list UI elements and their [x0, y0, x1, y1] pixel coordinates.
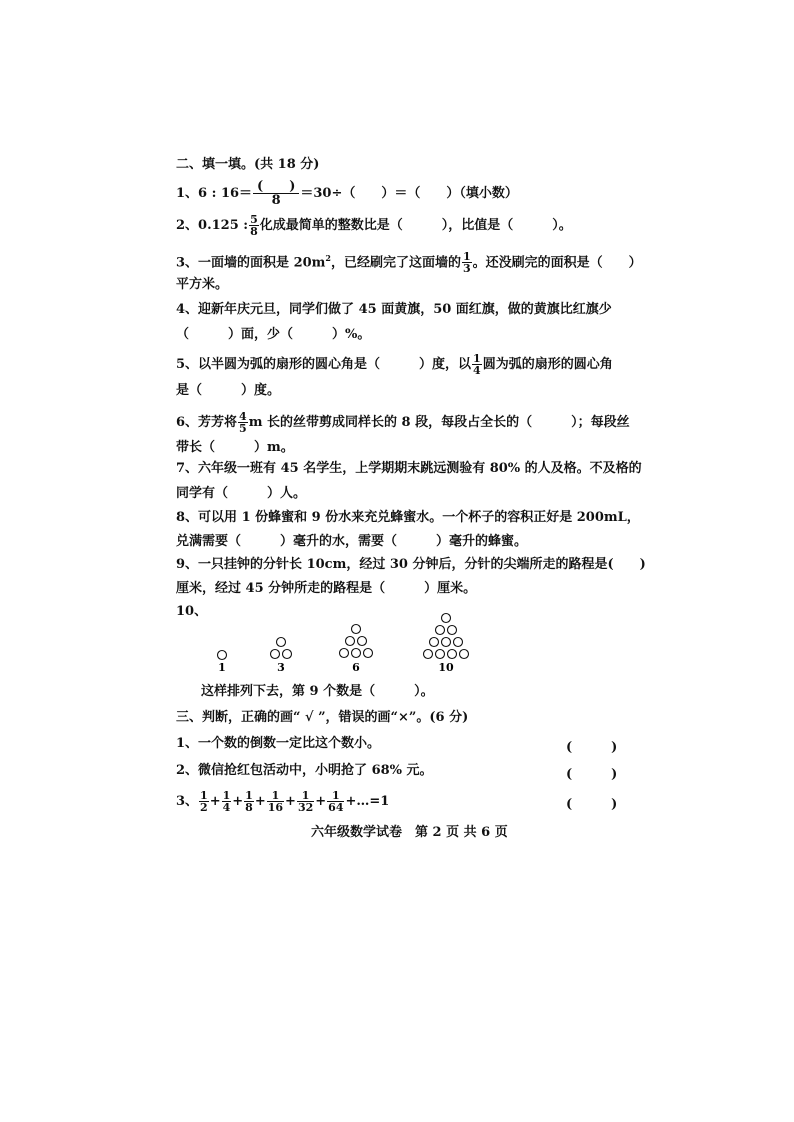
q3-text-c: 。还没刷完的面积是（ ）	[472, 255, 642, 271]
series-tail: +…=1	[345, 794, 390, 809]
q6-text-a: 6、芳芳将	[176, 415, 238, 430]
q6-fraction	[238, 411, 248, 434]
question-9-line-2: 厘米，经过 45 分钟所走的路程是（ ）厘米。	[176, 581, 477, 596]
dot	[346, 637, 355, 646]
series-fraction-denominator: 32	[297, 801, 314, 814]
dot	[271, 650, 280, 659]
q2-fraction	[249, 214, 259, 237]
question-5	[176, 353, 613, 376]
question-8-line-2: 兑满需要（ ）毫升的水，需要（ ）毫升的蜂蜜。	[176, 534, 528, 549]
question-5-line-2: 是（ ）度。	[176, 383, 281, 398]
q5-fraction-numerator: 1	[473, 352, 481, 365]
fraction-series	[198, 789, 345, 814]
series-fraction-numerator: 1	[245, 789, 253, 802]
plus-sign: +	[315, 794, 327, 809]
question-6-line-2: 带长（ ）m。	[176, 440, 294, 455]
question-6	[176, 411, 630, 434]
series-fraction-denominator: 8	[245, 801, 253, 814]
series-fraction-numerator: 1	[222, 789, 231, 802]
q3-text-b: ，已经刷完了这面墙的	[331, 255, 462, 271]
dot	[430, 638, 439, 647]
question-9: 9、一只挂钟的分针长 10cm，经过 30 分钟后，分针的尖端所走的路程是( )	[176, 557, 646, 572]
q3-text-a: 3、一面墙的面积是 20m	[176, 255, 326, 271]
series-fraction-denominator: 2	[200, 801, 208, 814]
dot	[448, 650, 457, 659]
series-fraction-numerator: 1	[327, 790, 344, 802]
count-label: 6	[352, 661, 360, 674]
question-1	[176, 180, 518, 207]
section-2-title: 二、填一填。(共 18 分)	[176, 157, 320, 172]
series-fraction-numerator: 1	[200, 789, 208, 802]
series-fraction-denominator: 16	[267, 801, 284, 814]
q2-fraction-numerator: 5	[250, 213, 258, 226]
question-7: 7、六年级一班有 45 名学生，上学期期末跳远测验有 80% 的人及格。不及格的	[176, 461, 642, 476]
question-10-label: 10、	[176, 604, 208, 619]
series-fraction	[222, 790, 232, 813]
dot-triangle-figure	[200, 608, 490, 678]
series-fraction	[199, 790, 209, 813]
judge-item-3-blank[interactable]: ( )	[566, 797, 618, 812]
q5-text-a: 5、以半圆为弧的扇形的圆心角是（ ）度，以	[176, 357, 472, 372]
count-label: 1	[218, 661, 226, 674]
dot	[218, 651, 227, 660]
q1-text-b: ＝30÷（ ）＝（ ）（填小数）	[300, 186, 518, 201]
dot	[358, 637, 367, 646]
page-footer: 六年级数学试卷 第 2 页 共 6 页	[311, 825, 508, 840]
count-label: 3	[277, 661, 285, 674]
q6-fraction-numerator: 4	[239, 410, 247, 423]
dot	[448, 626, 457, 635]
question-7-line-2: 同学有（ ）人。	[176, 486, 307, 501]
q1-text-a: 1、6 : 16＝	[176, 186, 253, 201]
q1-fraction	[253, 180, 299, 207]
question-2	[176, 214, 572, 237]
judge-item-2-blank[interactable]: ( )	[566, 767, 618, 782]
series-fraction	[297, 790, 314, 813]
judge-item-3	[176, 790, 389, 813]
q1-fraction-numerator: ( )	[253, 180, 299, 194]
q3-fraction	[462, 251, 472, 274]
series-fraction	[327, 790, 344, 813]
question-4-line-2: （ ）面，少（ ）%。	[176, 327, 371, 342]
series-fraction-numerator: 1	[297, 790, 314, 802]
q2-text-b: 化成最简单的整数比是（ ），比值是（ ）。	[259, 218, 572, 233]
series-fraction-denominator: 64	[328, 801, 344, 814]
dot	[442, 614, 451, 623]
dot	[436, 626, 445, 635]
q6-fraction-denominator: 5	[239, 422, 247, 435]
dot	[364, 649, 373, 658]
dot	[454, 638, 463, 647]
dot	[352, 649, 361, 658]
dot	[340, 649, 349, 658]
series-fraction	[244, 790, 254, 813]
judge-item-3-label: 3、	[176, 794, 199, 809]
q3-fraction-denominator: 3	[463, 262, 471, 276]
series-fraction	[267, 790, 284, 813]
q2-text-a: 2、0.125 :	[176, 218, 249, 233]
plus-sign: +	[209, 794, 221, 809]
judge-item-1: 1、一个数的倒数一定比这个数小。	[176, 736, 381, 751]
plus-sign: +	[285, 794, 296, 809]
count-label: 10	[438, 661, 454, 674]
judge-item-2: 2、微信抢红包活动中，小明抢了 68% 元。	[176, 763, 433, 778]
question-3	[176, 250, 642, 274]
q6-text-b: m 长的丝带剪成同样长的 8 段，每段占全长的（ ）；每段丝	[248, 415, 630, 430]
question-3-line-2: 平方米。	[176, 277, 229, 292]
q3-fraction-numerator: 1	[463, 250, 471, 264]
plus-sign: +	[232, 794, 244, 809]
q5-fraction	[472, 353, 482, 376]
q1-fraction-denominator: 8	[271, 193, 281, 208]
question-4: 4、迎新年庆元旦，同学们做了 45 面黄旗，50 面红旗，做的黄旗比红旗少	[176, 302, 612, 317]
q3-superscript: 2	[325, 253, 331, 263]
dot	[352, 625, 361, 634]
dot	[283, 650, 292, 659]
dot	[277, 638, 286, 647]
dot	[442, 638, 451, 647]
q2-fraction-denominator: 8	[250, 225, 258, 238]
series-fraction-denominator: 4	[222, 801, 231, 814]
plus-sign: +	[254, 794, 266, 809]
section-3-title: 三、判断，正确的画“ √ ”，错误的画“×”。(6 分)	[176, 710, 469, 725]
q5-text-b: 圆为弧的扇形的圆心角	[482, 357, 613, 372]
question-10-text: 这样排列下去，第 9 个数是（ ）。	[201, 684, 434, 699]
question-8: 8、可以用 1 份蜂蜜和 9 份水来充兑蜂蜜水。一个杯子的容积正好是 200mL，	[176, 510, 640, 525]
q5-fraction-denominator: 4	[473, 364, 481, 377]
judge-item-1-blank[interactable]: ( )	[566, 740, 618, 755]
dot	[424, 650, 433, 659]
dot	[436, 650, 445, 659]
dot	[460, 650, 469, 659]
series-fraction-numerator: 1	[267, 790, 284, 802]
